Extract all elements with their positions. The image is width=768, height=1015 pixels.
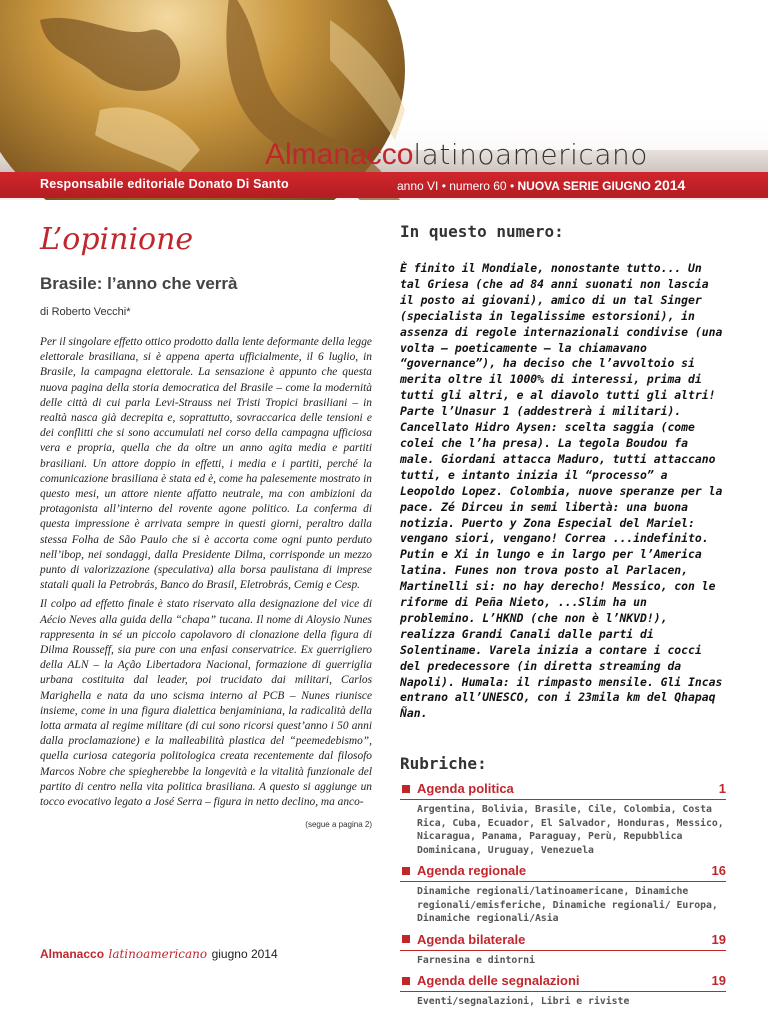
square-bullet-icon bbox=[402, 785, 410, 793]
rubrica-item[interactable] bbox=[400, 781, 726, 857]
page-footer bbox=[40, 945, 278, 963]
masthead-title-latinoamericano: latinoamericano bbox=[413, 138, 648, 171]
article-paragraph: Il colpo ad effetto finale è stato riservato alla designazione del vice di Aécio Neves alla guida della “chapa” tucana. Il nome di Aloysio Nunes rappresenta in sé un piccolo capolavoro di clonazione della figura di Dilma Rousseff, sia pure con una enfasi conservatrice. Ex guerrigliero della ALN – la Ação Libertadora Nacional, formazione di guerriglia urbana costituita dal leader, poi trucidato dai militari, Carlos Marighella e nata da uno scisma interno al PCB – Nunes riunisce insieme, come in una figura dialettica benjaminiana, la radicalità della lotta armata al regime militare (di cui sono ricorsi quest’anno i 50 anni dalla proclamazione) e la malleabilità plastica del “peemedebismo”, quella curiosa categoria politologica creata recentemente dal filosofo Marcos Nobre che spiegherebbe la longevità e la vitalità funzionale del partito di centro nella vita politica brasiliana. A questo si aggiunge un tocco evocativo legato a José Serra – figura in netto declino, ma anco- bbox=[40, 598, 372, 809]
footer-date: giugno 2014 bbox=[211, 947, 278, 961]
editor-credit: Responsabile editoriale Donato Di Santo bbox=[40, 177, 289, 191]
summary-heading: In questo numero: bbox=[400, 222, 564, 241]
opinion-column bbox=[40, 222, 372, 829]
rubriche-list bbox=[400, 781, 726, 1009]
rubriche-heading: Rubriche: bbox=[400, 754, 487, 774]
masthead-title-almanacco: Almanacco bbox=[265, 138, 414, 171]
square-bullet-icon bbox=[402, 935, 410, 943]
footer-latinoamericano: latinoamericano bbox=[108, 947, 208, 961]
rubrica-title: Agenda bilaterale bbox=[417, 931, 526, 947]
rubrica-desc: Farnesina e dintorni bbox=[417, 954, 535, 966]
rubrica-item[interactable] bbox=[400, 863, 726, 926]
issue-series: NUOVA SERIE GIUGNO bbox=[517, 179, 651, 193]
article-title: Brasile: l’anno che verrà bbox=[40, 274, 238, 293]
issue-number: anno VI • numero 60 • bbox=[397, 179, 515, 193]
rubrica-desc: Argentina, Bolivia, Brasile, Cile, Colombia, Costa Rica, Cuba, Ecuador, El Salvador, Honduras, Messico, Nicaragua, Panama, Paraguay, Perù, Repubblica Dominicana, Uruguay, Venezuela bbox=[417, 804, 724, 856]
rubrica-title: Agenda regionale bbox=[417, 863, 527, 879]
rubrica-item[interactable] bbox=[400, 932, 726, 968]
rubrica-title: Agenda delle segnalazioni bbox=[417, 973, 580, 989]
rubrica-page: 16 bbox=[711, 863, 726, 879]
article-paragraph: Per il singolare effetto ottico prodotto dalla lente deformante della legge elettorale brasiliana, si è appena aperta ufficialmente, il 6 luglio, in Brasile, la campagna elettorale. La sensazione è appunto che questa nuova pagina della storia democratica del Brasile – come la modernità delle città di cui parla Levi-Strauss nei Tristi Tropici brasiliani – in realtà nasca già decrepita e, soprattutto, sovraccarica delle tensioni e dei conflitti che si sono accumulati nel corso della campagna ufficiosa vera e propria, quella che da oltre un anno agita media e partiti brasiliani. Un attore doppio in effetti, i media e i partiti, perché la comunicazione brasiliana è stata ed è, come ha palesemente mostrato in questo mesi, un attore niente affatto neutrale, ma con ambizioni da protagonista all’interno del rovente agone politico. La conferma di questa impressione è arrivata sempre in questi giorni, peraltro dalla stessa Folha de São Paulo che si è accorta come ogni punto perduto nell’ibop, nei sondaggi, dalla Presidente Dilma, corrisponde un mezzo punto di valorizzazione (speculativa) alla borsa paulistana di imprese statali quali la Petrobrás, Banco do Brasil, Eletrobrás, Cemig e Cesp. bbox=[40, 336, 372, 592]
rubrica-title: Agenda politica bbox=[417, 781, 514, 797]
rubrica-desc: Eventi/segnalazioni, Libri e riviste bbox=[417, 996, 630, 1008]
header bbox=[0, 0, 768, 200]
continued-note: (segue a pagina 2) bbox=[305, 820, 372, 830]
rubrica-desc: Dinamiche regionali/latinoamericane, Dinamiche regionali/emisferiche, Dinamiche regionali/ Europa, Dinamiche regionali/Asia bbox=[417, 886, 718, 925]
masthead bbox=[265, 138, 648, 172]
rubrica-page: 1 bbox=[718, 781, 726, 797]
article-byline: di Roberto Vecchi* bbox=[40, 306, 131, 318]
section-title-opinione: L’opinione bbox=[40, 222, 194, 257]
contents-column bbox=[400, 222, 726, 1015]
issue-info bbox=[397, 177, 685, 193]
footer-almanacco: Almanacco bbox=[40, 947, 105, 961]
issue-year: 2014 bbox=[654, 177, 686, 193]
square-bullet-icon bbox=[402, 867, 410, 875]
article-body bbox=[40, 335, 372, 810]
square-bullet-icon bbox=[402, 977, 410, 985]
rubrica-page: 19 bbox=[711, 931, 726, 947]
rubrica-page: 19 bbox=[711, 973, 726, 989]
rubrica-item[interactable] bbox=[400, 973, 726, 1009]
summary-text: È finito il Mondiale, nonostante tutto... Un tal Griesa (che ad 84 anni suonati non lascia il posto ai giovani), amico di un tal Singer (specialista in legalissime estorsioni), in assenza di regole internazionali condivise (una volta – poeticamente – la chiamavano “governance”), ha deciso che l’avvoltoio si merita oltre il 1000% di interessi, prima di tutti gli altri, e al diavolo tutti gli altri! Parte l’Unasur 1 (addestrerà i militari). Cancellato Hidro Aysen: scelta saggia (come colei che l’ha presa). La tegola Boudou fa male. Giordani attacca Maduro, tutti attaccano tutti, e intanto inizia il “processo” a Leopoldo Lopez. Colombia, nuove speranze per la pace. Zé Dirceu in semi libertà: una buona notizia. Puerto y Zona Especial del Mariel: vengano siori, vengano! Correa ...indefinito. Putin e Xi in lungo e in largo per l’America latina. Funes non trova posto al Parlacen, Martinelli si: no hay derecho! Messico, con le riforme di Peña Nieto, ...Slim ha un problemino. L’HKND (che non è l’NKVD!), realizza Grandi Canali dalle parti di Solentiname. Varela inizia a contare i cocci del predecessore (in diretta streaming da Napoli). Humala: il rimpasto mensile. Gli Incas entrano all’UNESCO, con i 23mila km del Qhapaq Ñan. bbox=[400, 261, 723, 721]
